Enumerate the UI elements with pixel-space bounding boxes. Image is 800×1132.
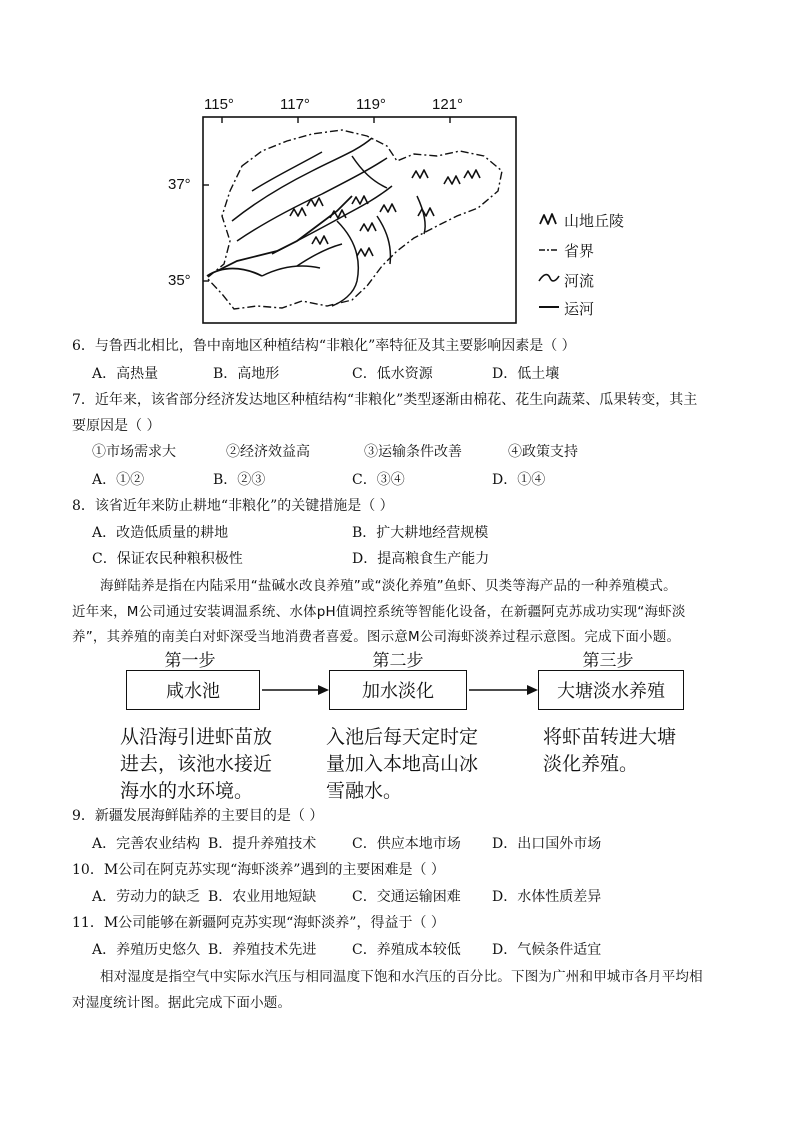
river	[297, 244, 342, 266]
question-10-option-b[interactable]: B．农业用地短缺	[208, 889, 317, 905]
question-6-option-a[interactable]: A．高热量	[92, 366, 159, 382]
step-3-box	[538, 670, 684, 710]
question-11-option-b[interactable]: B．养殖技术先进	[208, 942, 317, 958]
question-8-stem: 8．该省近年来防止耕地“非粮化”的关键措施是（ ）	[72, 498, 394, 514]
question-9-option-d[interactable]: D．出口国外市场	[492, 836, 602, 852]
step-2-box	[329, 670, 467, 710]
map-figure	[160, 90, 660, 330]
question-9-option-c[interactable]: C．供应本地市场	[352, 836, 461, 852]
question-11-option-c[interactable]: C．养殖成本较低	[352, 942, 461, 958]
question-11-option-a[interactable]: A．养殖历史悠久	[92, 942, 201, 958]
step-1-box	[126, 670, 260, 710]
step-3-description: 将虾苗转进大塘 淡化养殖。	[543, 726, 677, 775]
legend-canal-symbol	[538, 304, 560, 310]
legend-mountain-label: 山地丘陵	[564, 212, 625, 230]
question-6-option-b[interactable]: B．高地形	[213, 366, 280, 382]
question-7-stem-line1: 7．近年来，该省部分经济发达地区种植结构“非粮化”类型逐渐由棉花、花生向蔬菜、瓜果转变，其主	[72, 392, 698, 408]
question-9-stem: 9．新疆发展海鲜陆养的主要目的是（ ）	[72, 808, 324, 824]
latitude-label-35: 35°	[168, 272, 191, 289]
question-8-option-c[interactable]: C．保证农民种粮积极性	[92, 551, 243, 567]
step-2-description: 入池后每天定时定 量加入本地高山冰 雪融水。	[326, 726, 479, 802]
longitude-label-119: 119°	[356, 96, 386, 113]
step-1-title: 第一步	[164, 651, 216, 671]
legend-river-label: 河流	[564, 272, 595, 290]
question-7-option-b[interactable]: B．②③	[213, 472, 266, 488]
mountain-symbol	[360, 223, 376, 231]
passage-1-line-3: 养”，其养殖的南美白对虾深受当地消费者喜爱。图示意M公司海虾淡养过程示意图。完成下面小题。	[72, 629, 681, 645]
legend-canal-label: 运河	[564, 300, 595, 318]
longitude-label-121: 121°	[432, 96, 464, 113]
canal	[207, 269, 262, 277]
passage-1-line-2: 近年来，M公司通过安装调温系统、水体pH值调控系统等智能化设备，在新疆阿克苏成功实现“海虾淡	[72, 604, 686, 620]
mountain-symbol	[418, 208, 434, 216]
passage-2-line-1: 相对湿度是指空气中实际水汽压与相同温度下饱和水汽压的百分比。下图为广州和甲城市各月平均相	[100, 969, 703, 985]
question-7-factor-4: ④政策支持	[508, 444, 578, 460]
mountain-symbol	[357, 248, 373, 256]
question-6-option-c[interactable]: C．低水资源	[352, 366, 433, 382]
longitude-label-115: 115°	[204, 96, 234, 113]
passage-1-line-1: 海鲜陆养是指在内陆采用“盐碱水改良养殖”或“淡化养殖”鱼虾、贝类等海产品的一种养殖模式。	[100, 578, 677, 594]
mountain-symbol	[412, 170, 428, 178]
river	[377, 216, 390, 264]
question-7-factor-2: ②经济效益高	[226, 444, 310, 460]
question-8-option-d[interactable]: D．提高粮食生产能力	[352, 551, 490, 567]
mountain-symbol	[312, 236, 328, 244]
question-10-option-c[interactable]: C．交通运输困难	[352, 889, 461, 905]
question-8-option-a[interactable]: A．改造低质量的耕地	[92, 525, 229, 541]
question-6-stem: 6．与鲁西北相比，鲁中南地区种植结构“非粮化”率特征及其主要影响因素是（ ）	[72, 338, 576, 354]
step-1-description: 从沿海引进虾苗放 进去，该池水接近 海水的水环境。	[120, 726, 273, 802]
step-1-box-label: 咸水池	[166, 681, 220, 702]
question-9-option-b[interactable]: B．提升养殖技术	[208, 836, 317, 852]
province-border	[207, 130, 502, 309]
step-2-box-label: 加水淡化	[362, 681, 434, 702]
river	[262, 266, 320, 276]
question-10-stem: 10．M公司在阿克苏实现“海虾淡养”遇到的主要困难是（ ）	[72, 862, 445, 878]
question-8-option-b[interactable]: B．扩大耕地经营规模	[352, 525, 489, 541]
mountain-symbol	[464, 170, 480, 178]
legend-border-label: 省界	[564, 242, 595, 260]
legend-border-symbol	[538, 246, 560, 254]
province-map	[202, 116, 518, 326]
question-7-option-a[interactable]: A．①②	[92, 472, 145, 488]
question-9-option-a[interactable]: A．完善农业结构	[92, 836, 201, 852]
passage-2-line-2: 对湿度统计图。据此完成下面小题。	[72, 995, 292, 1011]
question-10-option-d[interactable]: D．水体性质差异	[492, 889, 602, 905]
question-10-option-a[interactable]: A．劳动力的缺乏	[92, 889, 201, 905]
question-7-option-d[interactable]: D．①④	[492, 472, 546, 488]
step-3-box-label: 大塘淡水养殖	[557, 681, 665, 702]
flow-arrow-1	[260, 683, 330, 697]
latitude-label-37: 37°	[168, 176, 191, 193]
legend-river-symbol	[538, 271, 560, 285]
flow-arrow-2	[467, 683, 539, 697]
step-3-title: 第三步	[582, 651, 634, 671]
canal	[217, 196, 352, 271]
question-7-factor-1: ①市场需求大	[92, 444, 176, 460]
question-7-stem-line2: 要原因是（ ）	[72, 418, 161, 434]
step-2-title: 第二步	[372, 651, 424, 671]
question-11-option-d[interactable]: D．气候条件适宜	[492, 942, 602, 958]
question-7-option-c[interactable]: C．③④	[352, 472, 405, 488]
legend-mountain-symbol	[538, 212, 560, 226]
mountain-symbol	[444, 176, 460, 184]
question-6-option-d[interactable]: D．低土壤	[492, 366, 560, 382]
question-7-factor-3: ③运输条件改善	[364, 444, 462, 460]
mountain-symbol	[380, 204, 396, 212]
river	[332, 221, 358, 306]
question-11-stem: 11．M公司能够在新疆阿克苏实现“海虾淡养”，得益于（ ）	[72, 915, 445, 931]
longitude-label-117: 117°	[280, 96, 310, 113]
